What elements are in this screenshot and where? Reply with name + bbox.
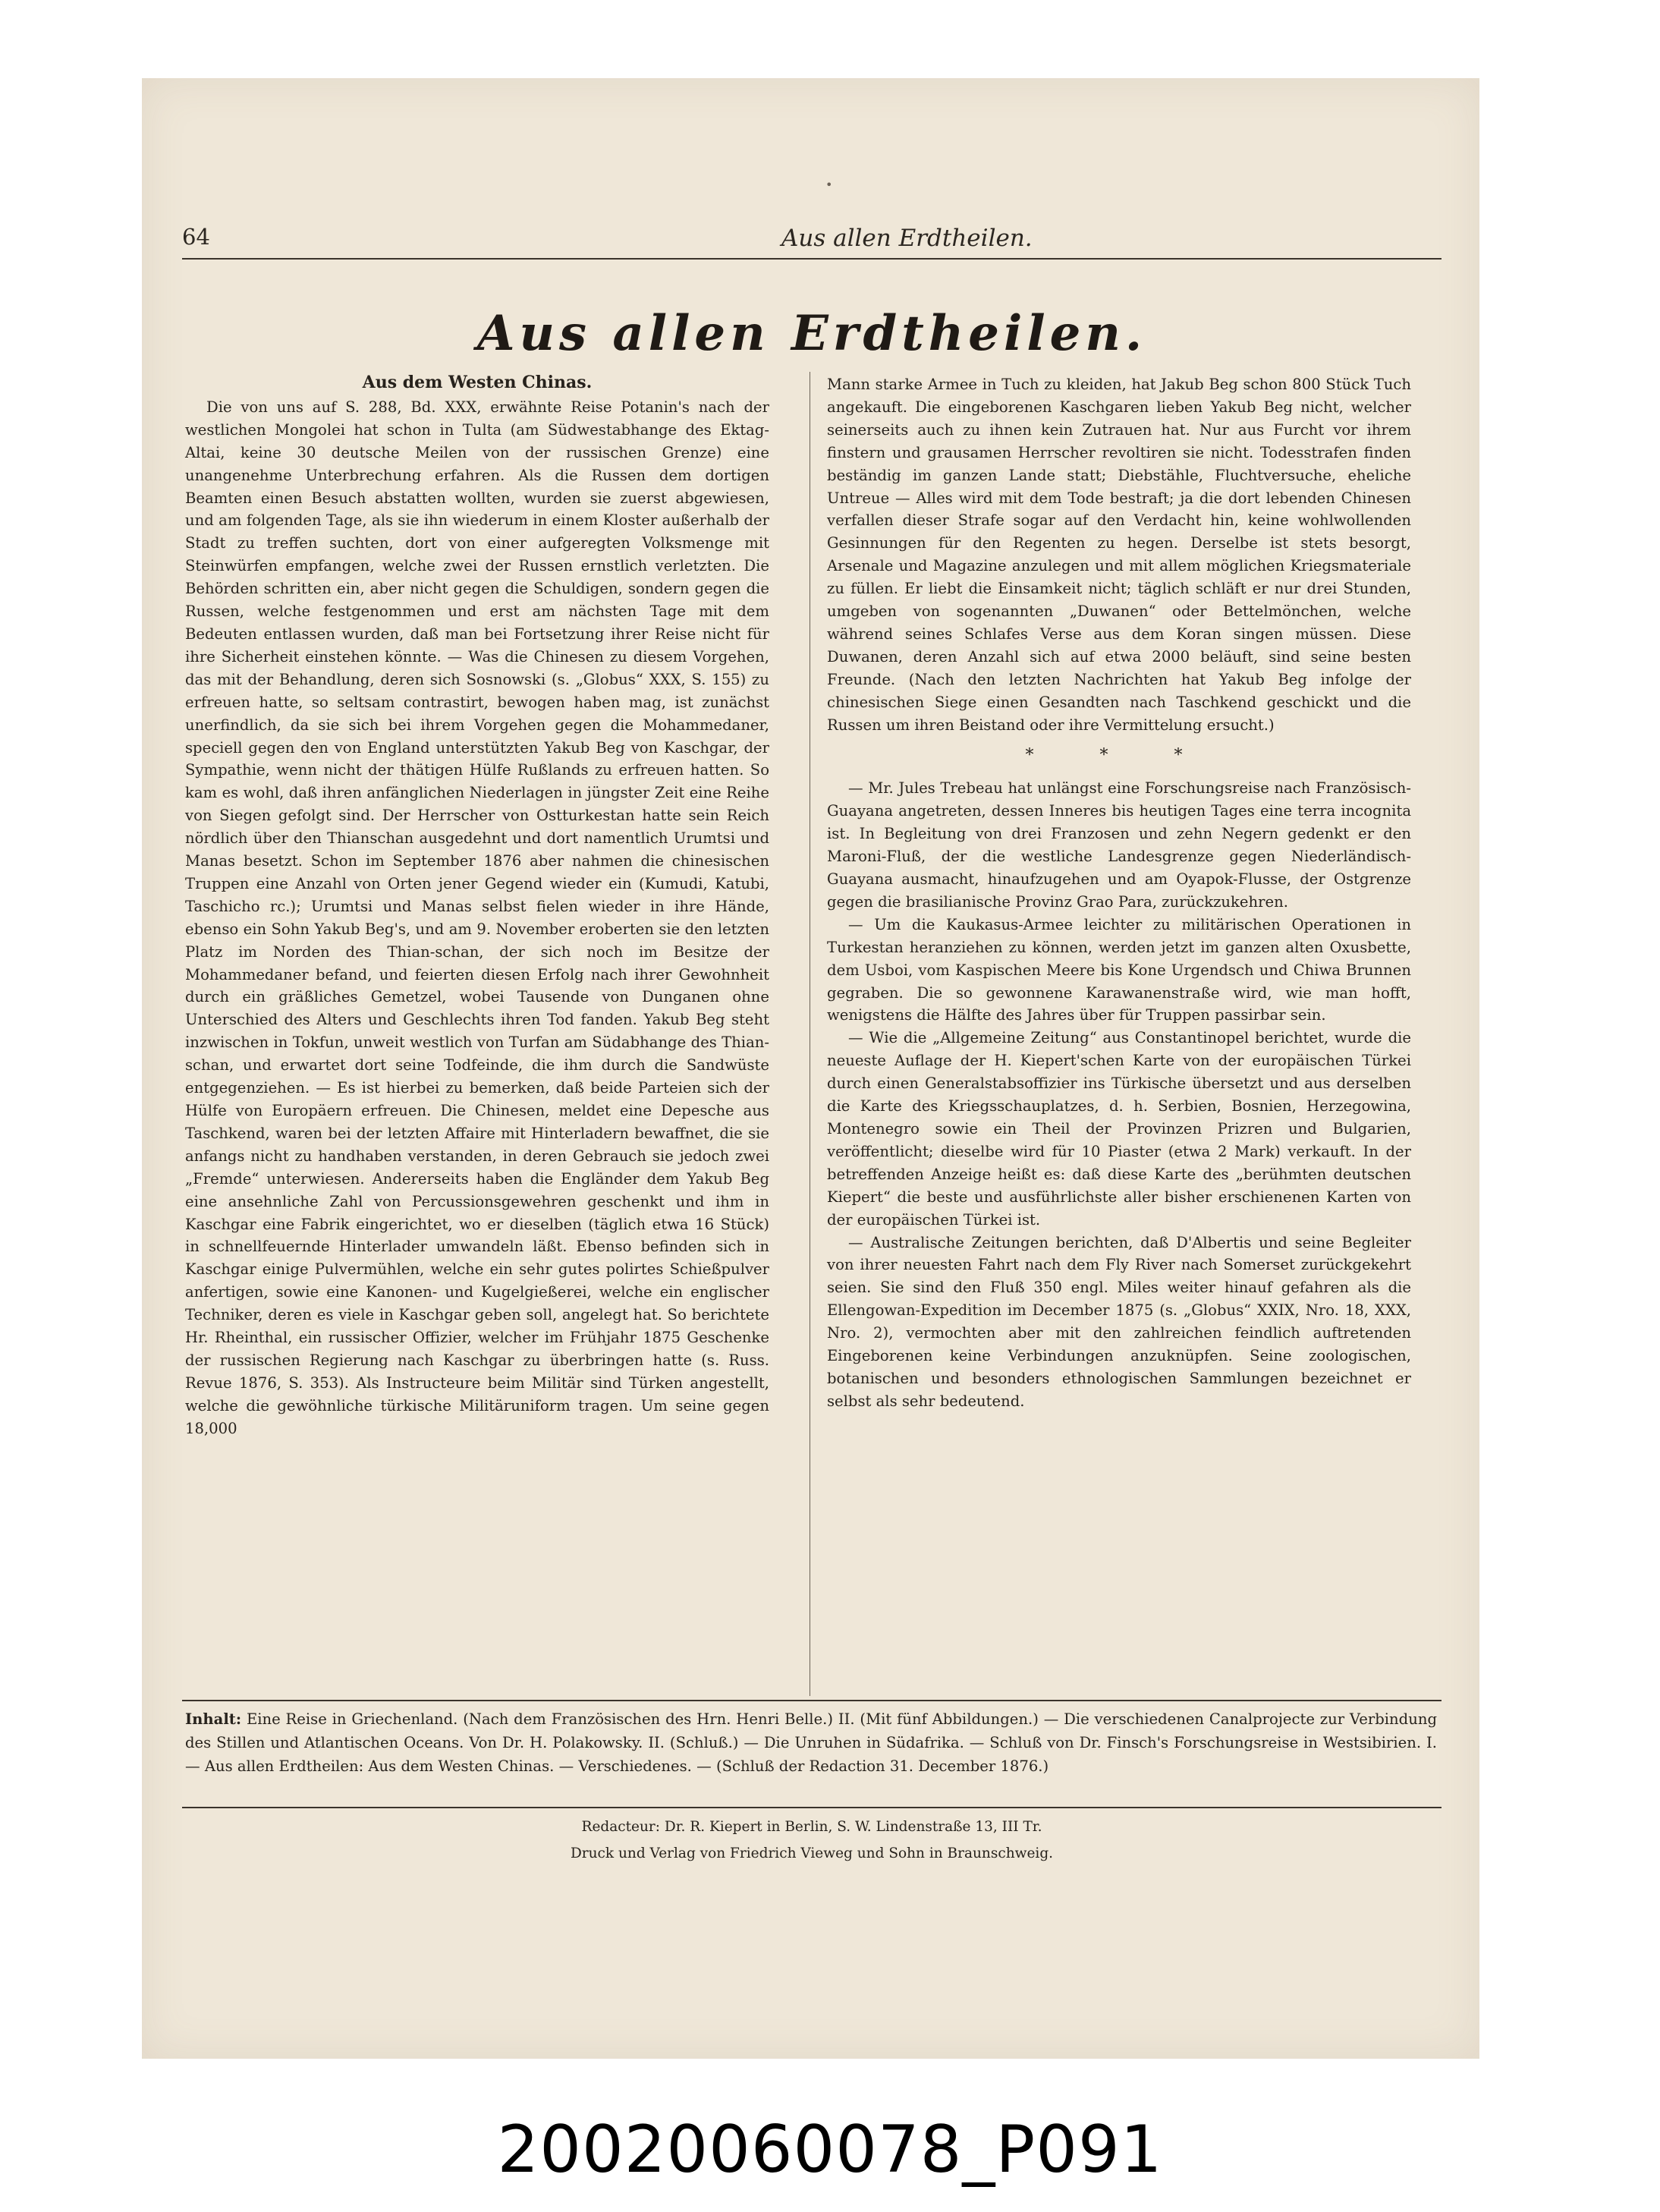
left-column — [185, 372, 769, 1440]
page-number: 64 — [182, 224, 210, 250]
news-note: — Mr. Jules Trebeau hat unlängst eine Forschungsreise nach Französisch-Guayana angetreten, dessen Inneres bis heutigen Tages eine terra incognita ist. In Begleitung von drei Franzosen und zehn Negern gedenkt er den Maroni-Fluß, der die westliche Landesgrenze gegen Niederländisch-Guayana ausmacht, hinaufzugehen und am Oyapok-Flusse, der Ostgrenze gegen die brasilianische Provinz Grao Para, zurückzukehren. — [827, 779, 1411, 911]
header-rule — [182, 258, 1441, 260]
section-heading: Aus dem Westen Chinas. — [362, 373, 593, 392]
news-note: — Australische Zeitungen berichten, daß D'Albertis und seine Begleiter von ihrer neuesten Fahrt nach dem Fly River nach Somerset zurückgekehrt seien. Sie sind den Fluß 350 engl. Miles weiter hinauf gefahren als die Ellengowan-Expedition im December 1875 (s. „Globus“ XXIX, Nro. 18, XXX, Nro. 2), vermochten aber mit den zahlreichen feindlich auftretenden Eingeborenen keine Verbindungen anzuknüpfen. Seine zoologischen, botanischen und besonders ethnologischen Sammlungen bezeichnet er selbst als sehr bedeutend. — [827, 1233, 1411, 1410]
right-column — [827, 373, 1411, 1413]
paper-mark: • — [825, 178, 833, 192]
asterism-separator: * * * — [1025, 745, 1213, 765]
editor-line: Redacteur: Dr. R. Kiepert in Berlin, S. W. Lindenstraße 13, III Tr. — [581, 1819, 1042, 1835]
contents-block — [185, 1707, 1437, 1778]
image-identifier-caption: 20020060078_P091 — [497, 2112, 1163, 2188]
running-head: Aus allen Erdtheilen. — [781, 225, 1033, 252]
news-note: — Um die Kaukasus-Armee leichter zu militärischen Operationen in Turkestan heranziehen zu können, werden jetzt im ganzen alten Oxusbette, dem Usboi, vom Kaspischen Meere bis Kone Urgendsch und Chiwa Brunnen gegraben. Die so gewonnene Karawanenstraße wird, wie man hofft, wenigstens die Hälfte des Jahres über für Truppen passirbar sein. — [827, 915, 1411, 1024]
news-note: — Wie die „Allgemeine Zeitung“ aus Constantinopel berichtet, wurde die neueste Auflage der H. Kiepert'schen Karte von der europäischen Türkei durch einen Generalstabsoffizier ins Türkische übersetzt und aus derselben die Karte des Kriegsschauplatzes, d. h. Serbien, Bosnien, Herzegowina, Montenegro sowie ein Theil der Provinzen Prizren und Bulgarien, veröffentlicht; dieselbe wird für 10 Piaster (etwa 2 Mark) verkauft. In der betreffenden Anzeige heißt es: daß diese Karte des „berühmten deutschen Kiepert“ die beste und ausführlichste aller bisher erschienenen Karten von der europäischen Türkei ist. — [827, 1029, 1411, 1229]
contents-label: Inhalt: — [185, 1710, 242, 1728]
contents-text: Eine Reise in Griechenland. (Nach dem Französischen des Hrn. Henri Belle.) II. (Mit fünf Abbildungen.) — Die verschiedenen Canalprojecte zur Verbindung des Stillen und Atlantischen Oceans. Von Dr. H. Polakowsky. II. (Schluß.) — Die Unruhen in Südafrika. — Schluß von Dr. Finsch's Forschungsreise in Westsibirien. I. — Aus allen Erdtheilen: Aus dem Westen Chinas. — Verschiedenes. — (Schluß der Redaction 31. December 1876.) — [185, 1710, 1437, 1775]
article-paragraph-continued: Mann starke Armee in Tuch zu kleiden, hat Jakub Beg schon 800 Stück Tuch angekauft. Die eingeborenen Kaschgaren lieben Yakub Beg nicht, welcher seinerseits auch zu ihnen kein Zutrauen hat. Nur aus Furcht vor ihrem finstern und grausamen Herrscher revoltiren sie nicht. Todesstrafen finden beständig im ganzen Lande statt; Diebstähle, Fluchtversuche, eheliche Untreue — Alles wird mit dem Tode bestraft; ja die dort lebenden Chinesen verfallen dieser Strafe sogar auf den Verdacht hin, keine wohlwollenden Gesinnungen für den Regenten zu hegen. Derselbe ist stets besorgt, Arsenale und Magazine anzulegen und mit allem möglichen Kriegsmateriale zu füllen. Er liebt die Einsamkeit nicht; täglich schläft er nur drei Stunden, umgeben von sogenannten „Duwanen“ oder Bettelmönchen, welche während seines Schlafes Verse aus dem Koran singen müssen. Diese Duwanen, deren Anzahl sich auf etwa 2000 beläuft, sind seine besten Freunde. (Nach den letzten Nachrichten hat Yakub Beg infolge der chinesischen Siege einen Gesandten nach Taschkend geschickt und die Russen um ihren Beistand oder ihre Vermittelung ersucht.) — [827, 376, 1411, 734]
printer-line: Druck und Verlag von Friedrich Vieweg und Sohn in Braunschweig. — [570, 1845, 1054, 1861]
article-title: Aus allen Erdtheilen. — [476, 305, 1147, 362]
article-paragraph: Die von uns auf S. 288, Bd. XXX, erwähnte Reise Potanin's nach der westlichen Mongolei hat schon in Tulta (am Südwestabhange des Ektag-Altai, keine 30 deutsche Meilen von der russischen Grenze) eine unangenehme Unterbrechung erfahren. Als die Russen dem dortigen Beamten einen Besuch abstatten wollten, wurden sie zuerst abgewiesen, und am folgenden Tage, als sie ihn wiederum in einem Kloster außerhalb der Stadt zu treffen suchten, dort von einer aufgeregten Volksmenge mit Steinwürfen empfangen, welche zwei der Russen ernstlich verletzten. Die Behörden schritten ein, aber nicht gegen die Schuldigen, sondern gegen die Russen, welche festgenommen und erst am nächsten Tage mit dem Bedeuten entlassen wurden, daß man bei Fortsetzung ihrer Reise nicht für ihre Sicherheit einstehen könnte. — Was die Chinesen zu diesem Vorgehen, das mit der Behandlung, deren sich Sosnowski (s. „Globus“ XXX, S. 155) zu erfreuen hatte, so seltsam contrastirt, bewogen haben mag, ist zunächst unerfindlich, da sie sich bei ihrem Vorgehen gegen die Mohammedaner, speciell gegen den von England unterstützten Yakub Beg von Kaschgar, der Sympathie, wenn nicht der thätigen Hülfe Rußlands zu erfreuen hatten. So kam es wohl, daß ihren anfänglichen Niederlagen in jüngster Zeit eine Reihe von Siegen gefolgt sind. Der Herrscher von Ostturkestan hatte sein Reich nördlich über den Thianschan ausgedehnt und dort namentlich Urumtsi und Manas besetzt. Schon im September 1876 aber nahmen die chinesischen Truppen eine Anzahl von Orten jener Gegend wieder ein (Kumudi, Katubi, Taschicho rc.); Urumtsi und Manas selbst fielen wieder in ihre Hände, ebenso ein Sohn Yakub Beg's, und am 9. November eroberten sie den letzten Platz im Norden des Thian-schan, der sich noch im Besitze der Mohammedaner befand, und feierten diesen Erfolg nach ihrer Gewohnheit durch ein gräßliches Gemetzel, wobei Tausende von Dunganen ohne Unterschied des Alters und Geschlechts ihren Tod fanden. Yakub Beg steht inzwischen in Tokfun, unweit westlich von Turfan am Südabhange des Thian-schan, und erwartet dort seine Todfeinde, die ihm durch die Sandwüste entgegenziehen. — Es ist hierbei zu bemerken, daß beide Parteien sich der Hülfe von Europäern erfreuen. Die Chinesen, meldet eine Depesche aus Taschkend, waren bei der letzten Affaire mit Hinterladern bewaffnet, die sie anfangs nicht zu handhaben verstanden, in deren Gebrauch sie jedoch zwei „Fremde“ unterwiesen. Andererseits haben die Engländer dem Yakub Beg eine ansehnliche Zahl von Percussionsgewehren geschenkt und ihm in Kaschgar eine Fabrik eingerichtet, wo er dieselben (täglich etwa 16 Stück) in schnellfeuernde Hinterlader umwandeln läßt. Ebenso befinden sich in Kaschgar einige Pulvermühlen, welche ein sehr gutes polirtes Schießpulver anfertigen, sowie eine Kanonen- und Kugelgießerei, welche ein englischer Techniker, deren es viele in Kaschgar geben soll, angelegt hat. So berichtete Hr. Rheinthal, ein russischer Offizier, welcher im Frühjahr 1875 Geschenke der russischen Regierung nach Kaschgar zu überbringen hatte (s. Russ. Revue 1876, S. 353). Als Instructeure beim Militär sind Türken angestellt, welche die gewöhnliche türkische Militäruniform tragen. Um seine gegen 18,000 — [185, 398, 769, 1437]
contents-top-rule — [182, 1700, 1441, 1701]
contents-bottom-rule — [182, 1807, 1441, 1808]
